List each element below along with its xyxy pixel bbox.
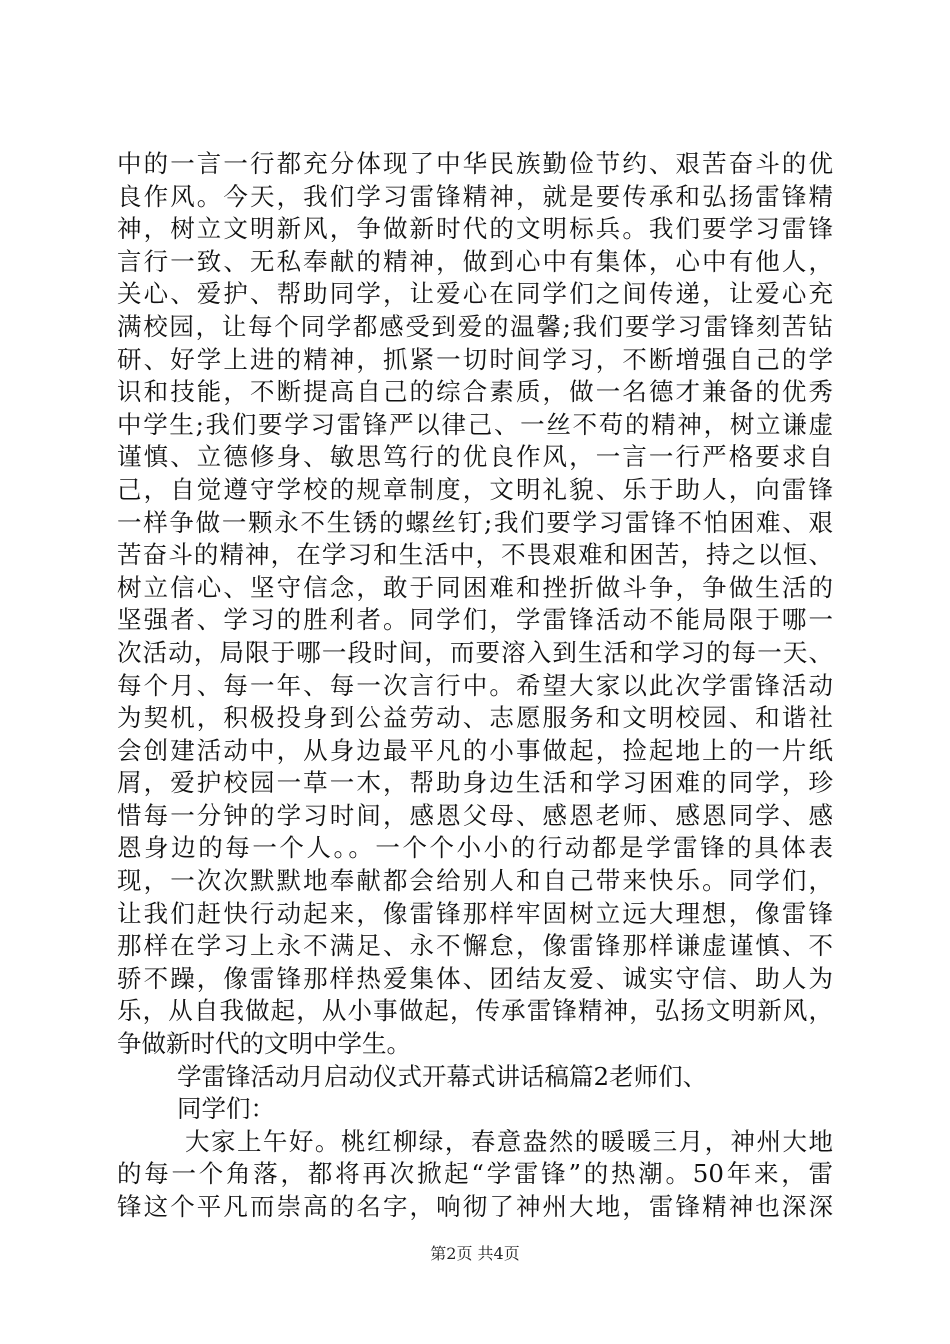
body-line: 乐，从自我做起，从小事做起，传承雷锋精神，弘扬文明新风， <box>117 996 833 1026</box>
body-line: 争做新时代的文明中学生。 <box>117 1029 411 1059</box>
body-line: 现，一次次默默地奉献都会给别人和自己带来快乐。同学们， <box>117 866 833 896</box>
body-line: 惜每一分钟的学习时间，感恩父母、感恩老师、感恩同学、感 <box>117 800 833 830</box>
body-line: 骄不躁，像雷锋那样热爱集体、团结友爱、诚实守信、助人为 <box>117 963 833 993</box>
greeting: 同学们： <box>177 1094 275 1124</box>
body-line: 坚强者、学习的胜利者。同学们，学雷锋活动不能局限于哪一 <box>117 605 833 635</box>
body-line: 恩身边的每一个人。。一个个小小的行动都是学雷锋的具体表 <box>117 833 833 863</box>
body-line: 神，树立文明新风，争做新时代的文明标兵。我们要学习雷锋 <box>117 214 833 244</box>
body-line: 识和技能，不断提高自己的综合素质，做一名德才兼备的优秀 <box>117 377 833 407</box>
paragraph-line: 的每一个角落，都将再次掀起“学雷锋”的热潮。50年来，雷 <box>117 1159 833 1189</box>
body-line: 言行一致、无私奉献的精神，做到心中有集体，心中有他人， <box>117 246 833 276</box>
body-line: 关心、爱护、帮助同学，让爱心在同学们之间传递，让爱心充 <box>117 279 833 309</box>
body-line: 每个月、每一年、每一次言行中。希望大家以此次学雷锋活动 <box>117 670 833 700</box>
body-line: 己，自觉遵守学校的规章制度，文明礼貌、乐于助人，向雷锋 <box>117 474 833 504</box>
body-line: 苦奋斗的精神，在学习和生活中，不畏艰难和困苦，持之以恒、 <box>117 540 833 570</box>
body-line: 良作风。今天，我们学习雷锋精神，就是要传承和弘扬雷锋精 <box>117 181 833 211</box>
body-line: 让我们赶快行动起来，像雷锋那样牢固树立远大理想，像雷锋 <box>117 898 833 928</box>
body-line: 次活动，局限于哪一段时间，而要溶入到生活和学习的每一天、 <box>117 637 833 667</box>
body-line: 中的一言一行都充分体现了中华民族勤俭节约、艰苦奋斗的优 <box>117 149 833 178</box>
body-line: 中学生;我们要学习雷锋严以律己、一丝不苟的精神，树立谦虚 <box>117 409 833 439</box>
body-line: 树立信心、坚守信念，敢于同困难和挫折做斗争，争做生活的 <box>117 572 833 602</box>
section-heading: 学雷锋活动月启动仪式开幕式讲话稿篇2老师们、 <box>177 1061 708 1091</box>
paragraph-line: 锋这个平凡而崇高的名字，响彻了神州大地，雷锋精神也深深 <box>117 1192 833 1221</box>
paragraph-line: 大家上午好。桃红柳绿，春意盎然的暖暖三月，神州大地 <box>185 1126 833 1156</box>
document-body <box>117 148 833 1224</box>
body-line: 会创建活动中，从身边最平凡的小事做起，捡起地上的一片纸 <box>117 735 833 765</box>
body-line: 满校园，让每个同学都感受到爱的温馨;我们要学习雷锋刻苦钻 <box>117 311 833 341</box>
body-line: 谨慎、立德修身、敏思笃行的优良作风，一言一行严格要求自 <box>117 442 833 472</box>
page-number-footer: 第2页 共4页 <box>430 1244 520 1263</box>
body-line: 研、好学上进的精神，抓紧一切时间学习，不断增强自己的学 <box>117 344 833 374</box>
body-line: 那样在学习上永不满足、永不懈怠，像雷锋那样谦虚谨慎、不 <box>117 931 833 961</box>
body-line: 为契机，积极投身到公益劳动、志愿服务和文明校园、和谐社 <box>117 703 833 733</box>
body-line: 一样争做一颗永不生锈的螺丝钉;我们要学习雷锋不怕困难、艰 <box>117 507 833 537</box>
body-line: 屑，爱护校园一草一木，帮助身边生活和学习困难的同学，珍 <box>117 768 833 798</box>
